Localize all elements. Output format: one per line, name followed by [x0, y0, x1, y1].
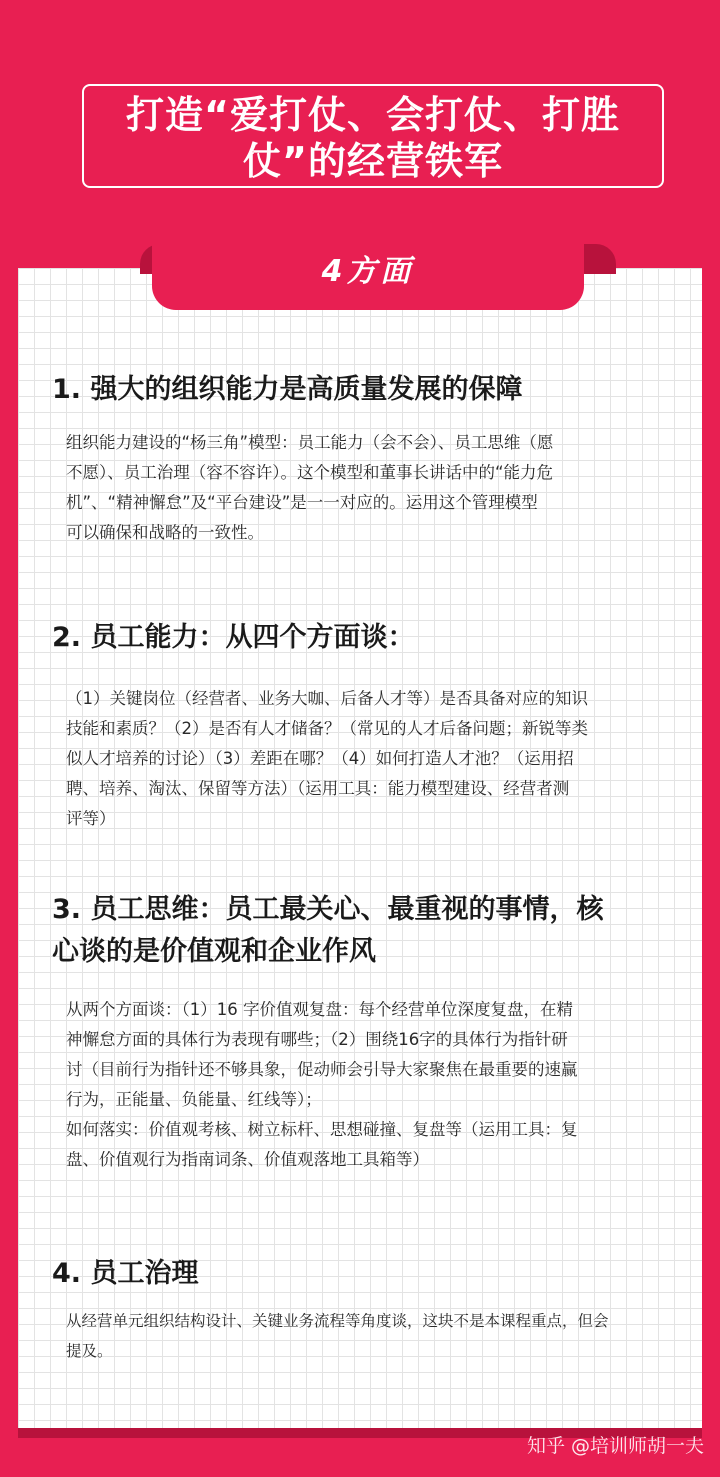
section-2-line: 评等） [66, 809, 116, 828]
section-3-heading [52, 889, 692, 973]
section-2-body [66, 684, 692, 834]
section-4-body [66, 1306, 692, 1366]
section-1-body [66, 428, 692, 548]
section-1-line: 可以确保和战略的一致性。 [66, 523, 264, 542]
page-title-line-2: 仗”的经营铁军 [243, 139, 503, 183]
section-4-line: 提及。 [66, 1342, 113, 1360]
section-3-line: 从两个方面谈：（1）16 字价值观复盘：每个经营单位深度复盘，在精 [66, 1000, 573, 1019]
section-4-heading: 4. 员工治理 [52, 1258, 199, 1289]
section-3-line: 盘、价值观行为指南词条、价值观落地工具箱等） [66, 1150, 429, 1169]
section-2-line: 聘、培养、淘汰、保留等方法）（运用工具：能力模型建设、经营者测 [66, 779, 570, 798]
section-3-line: 神懈怠方面的具体行为表现有哪些；（2）围绕16字的具体行为指针研 [66, 1030, 568, 1049]
section-2-line: 似人才培养的讨论）（3）差距在哪？（4）如何打造人才池？（运用招 [66, 749, 574, 768]
section-1-line: 不愿）、员工治理（容不容许）。这个模型和董事长讲话中的“能力危 [66, 463, 554, 482]
section-2-line: （1）关键岗位（经营者、业务大咖、后备人才等）是否具备对应的知识 [66, 689, 588, 708]
section-ribbon [152, 244, 584, 310]
section-1-heading: 1. 强大的组织能力是高质量发展的保障 [52, 374, 523, 405]
ribbon-label: 4方面 [321, 254, 415, 289]
section-4-line: 从经营单元组织结构设计、关键业务流程等角度谈，这块不是本课程重点，但会 [66, 1312, 609, 1330]
section-2-line: 技能和素质？（2）是否有人才储备？（常见的人才后备问题；新锐等类 [66, 719, 588, 738]
section-3-body [66, 995, 692, 1175]
watermark-text: 知乎 @培训师胡一夫 [526, 1435, 704, 1457]
section-1-line: 组织能力建设的“杨三角”模型：员工能力（会不会）、员工思维（愿 [66, 433, 554, 452]
section-3-line: 行为，正能量、负能量、红线等）； [66, 1090, 322, 1109]
section-2-heading: 2. 员工能力：从四个方面谈： [52, 622, 415, 653]
section-1-line: 机”、“精神懈怠”及“平台建设”是一一对应的。运用这个管理模型 [66, 493, 538, 512]
section-3-line: 如何落实：价值观考核、树立标杆、思想碰撞、复盘等（运用工具：复 [66, 1120, 578, 1139]
page-title-box [82, 84, 664, 188]
page-title-line-1: 打造“爱打仗、会打仗、打胜 [126, 93, 620, 137]
section-3-heading-line-2: 心谈的是价值观和企业作风 [52, 936, 376, 967]
section-3-line: 讨（目前行为指针还不够具象，促动师会引导大家聚焦在最重要的速赢 [66, 1060, 578, 1079]
section-3-heading-line-1: 3. 员工思维：员工最关心、最重视的事情，核 [52, 894, 604, 925]
